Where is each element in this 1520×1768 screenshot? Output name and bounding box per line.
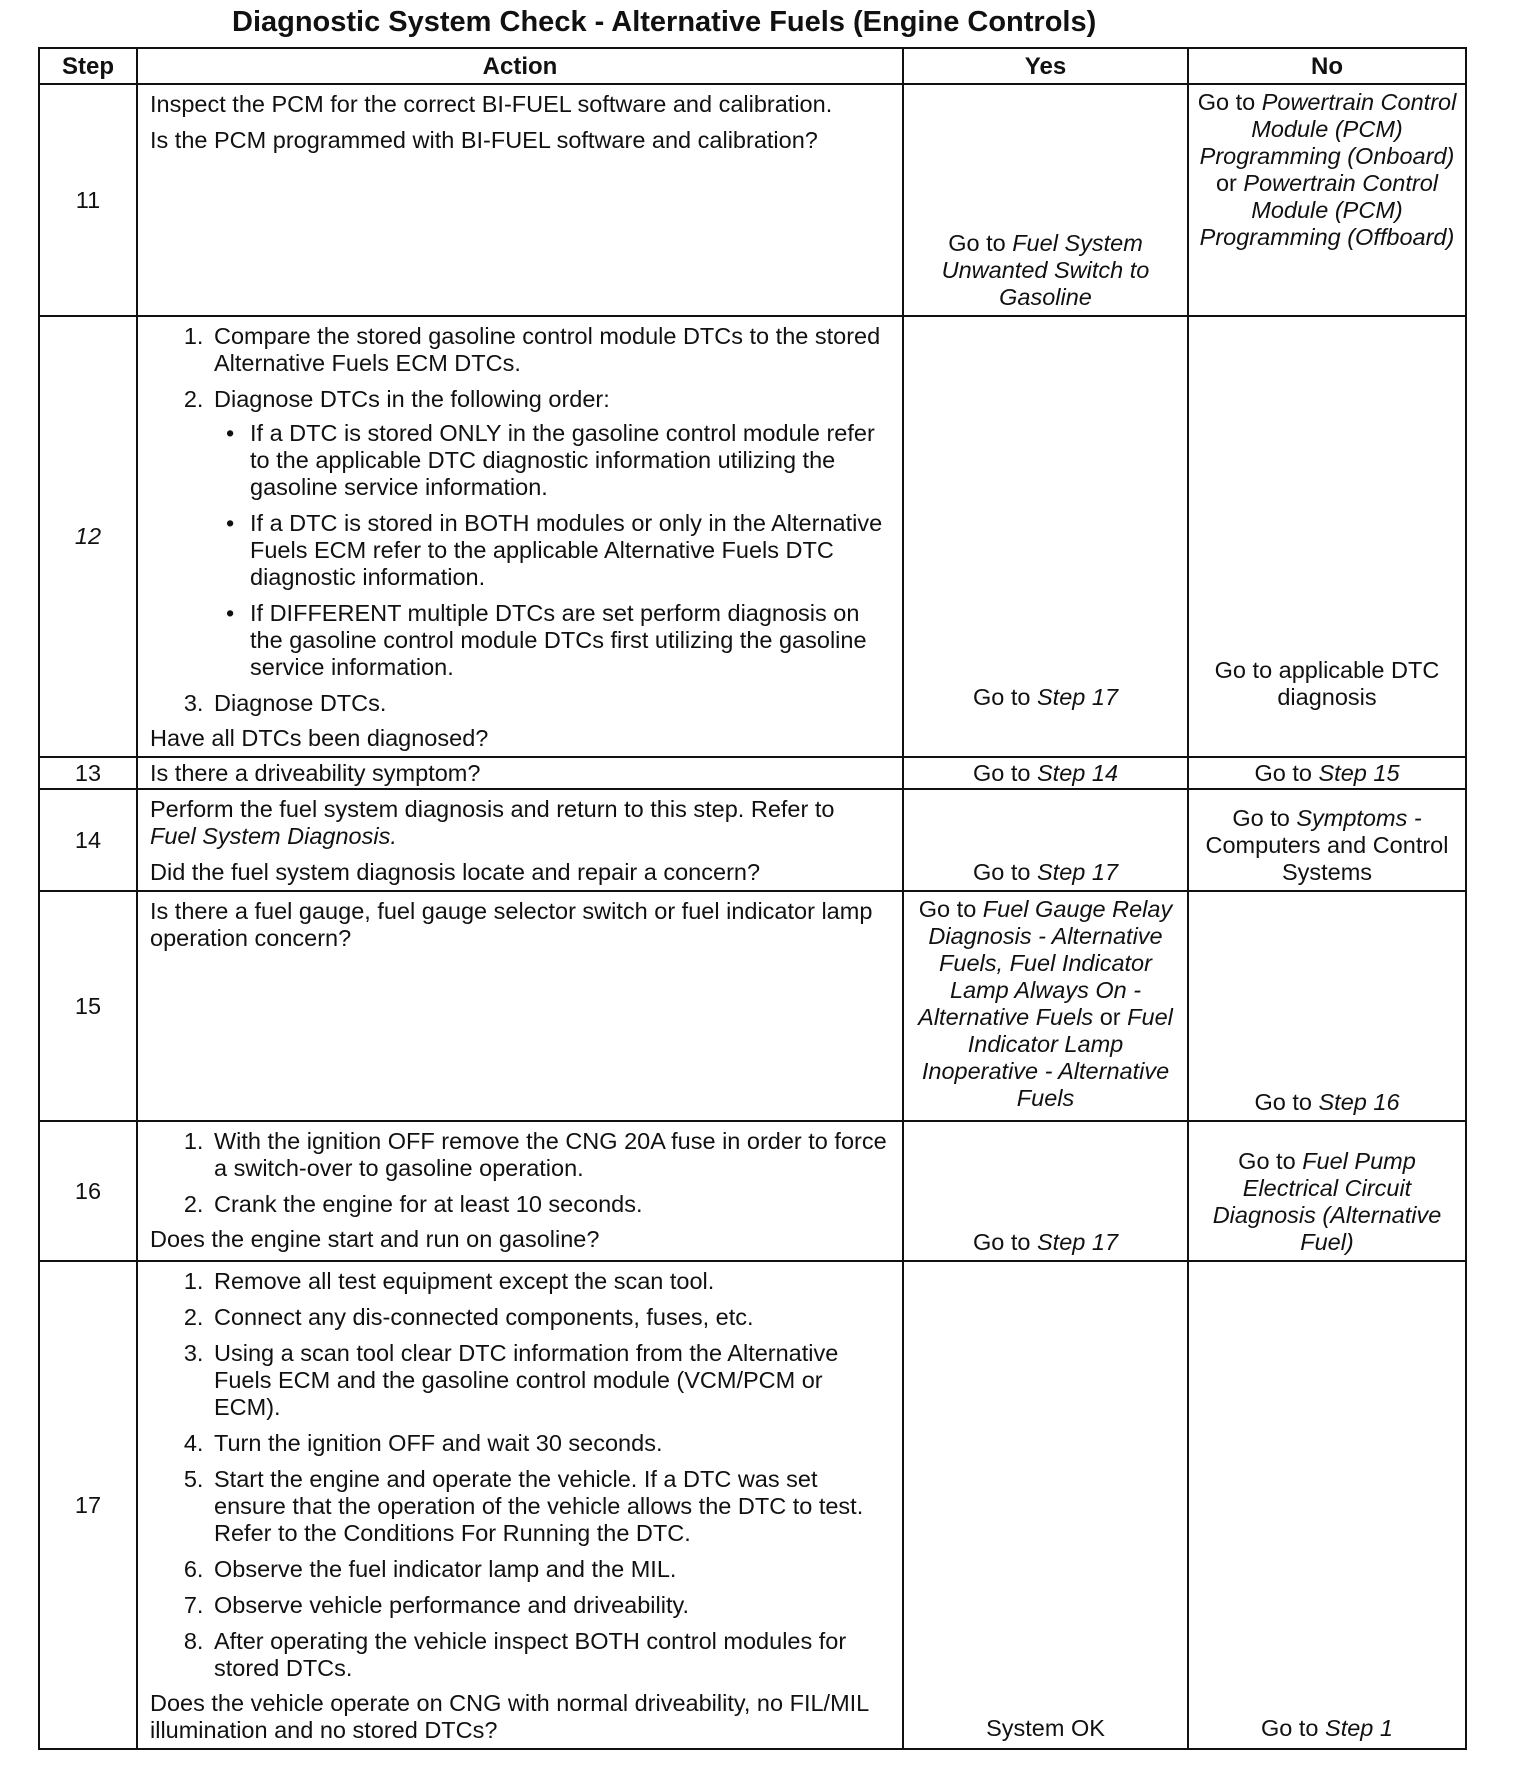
step-number: 17: [39, 1261, 137, 1749]
table-row-step-17: [39, 1261, 1466, 1749]
action-question: Is there a fuel gauge, fuel gauge selector switch or fuel indicator lamp operation concern?: [150, 898, 873, 951]
no-prefix: Go to: [1261, 1715, 1326, 1741]
action-step-item: 7. Observe vehicle performance and driveability.: [210, 1592, 892, 1619]
step-number: 15: [39, 891, 137, 1121]
action-cell: [137, 789, 903, 891]
action-step-item: 8. After operating the vehicle inspect BOTH control modules for stored DTCs.: [210, 1628, 892, 1682]
no-prefix: Go to: [1254, 1089, 1319, 1115]
yes-prefix: Go to: [918, 896, 983, 922]
no-cell: [1188, 316, 1466, 757]
table-row-step-16: [39, 1121, 1466, 1261]
action-bullet: • If DIFFERENT multiple DTCs are set perform diagnosis on the gasoline control module DTCs first utilizing the gasoline service information.: [250, 600, 892, 681]
step-number: 14: [39, 789, 137, 891]
action-text: [150, 796, 892, 850]
yes-cell: [903, 316, 1188, 757]
action-cell: [137, 757, 903, 789]
step-number: 12: [39, 316, 137, 757]
yes-text: System OK: [986, 1715, 1105, 1741]
no-text: Go to applicable DTC diagnosis: [1214, 657, 1440, 710]
table-row-step-13: [39, 757, 1466, 789]
action-link[interactable]: Fuel System Diagnosis.: [150, 823, 397, 849]
action-question: Did the fuel system diagnosis locate and repair a concern?: [150, 859, 761, 885]
no-link-offboard[interactable]: Powertrain Control Module (PCM) Programming (Offboard): [1199, 170, 1455, 250]
no-cell: [1188, 1121, 1466, 1261]
action-bullet: • If a DTC is stored ONLY in the gasoline control module refer to the applicable DTC diagnostic information utilizing the gasoline service information.: [250, 420, 892, 501]
table-header-row: [39, 48, 1466, 84]
yes-prefix: Go to: [948, 230, 1013, 256]
header-no: No: [1188, 48, 1466, 84]
action-step-item: 1. With the ignition OFF remove the CNG 20A fuse in order to force a switch-over to gasoline operation.: [210, 1128, 892, 1182]
yes-link-inoperative[interactable]: Fuel Indicator Lamp Inoperative - Alternative Fuels: [921, 1004, 1173, 1111]
action-steps: [150, 323, 892, 717]
action-step-item: 1. Compare the stored gasoline control module DTCs to the stored Alternative Fuels ECM DTCs.: [210, 323, 892, 377]
table-row-step-14: [39, 789, 1466, 891]
action-bullet: • If a DTC is stored in BOTH modules or only in the Alternative Fuels ECM refer to the applicable Alternative Fuels DTC diagnostic information.: [250, 510, 892, 591]
no-cell: [1188, 757, 1466, 789]
no-link[interactable]: Step 1: [1325, 1715, 1393, 1741]
no-link[interactable]: Fuel Pump Electrical Circuit Diagnosis (Alternative Fuel): [1212, 1148, 1442, 1255]
table-row-step-15: [39, 891, 1466, 1121]
no-link[interactable]: Symptoms -: [1296, 805, 1422, 831]
action-steps: [150, 1128, 892, 1218]
yes-or: or: [1093, 1004, 1128, 1030]
no-link-onboard[interactable]: Powertrain Control Module (PCM) Programming (Onboard): [1199, 89, 1457, 169]
action-cell: [137, 1261, 903, 1749]
no-link[interactable]: Step 16: [1318, 1089, 1400, 1115]
action-cell: [137, 84, 903, 316]
action-step-text: Diagnose DTCs in the following order:: [214, 386, 610, 412]
action-step-item: 1. Remove all test equipment except the scan tool.: [210, 1268, 892, 1295]
yes-link[interactable]: Step 17: [1037, 1229, 1119, 1255]
action-step-item: 2. Connect any dis-connected components, fuses, etc.: [210, 1304, 892, 1331]
action-step-item: 6. Observe the fuel indicator lamp and the MIL.: [210, 1556, 892, 1583]
action-step-item: 5. Start the engine and operate the vehicle. If a DTC was set ensure that the operation of the vehicle allows the DTC to test. Refer to the Conditions For Running the DTC.: [210, 1466, 892, 1547]
no-cell: [1188, 84, 1466, 316]
no-cell: [1188, 789, 1466, 891]
no-cell: [1188, 1261, 1466, 1749]
yes-cell: [903, 891, 1188, 1121]
action-cell: [137, 316, 903, 757]
action-question: Have all DTCs been diagnosed?: [150, 725, 489, 751]
header-action: Action: [137, 48, 903, 84]
action-bullets: [214, 420, 892, 681]
action-question: Does the vehicle operate on CNG with normal driveability, no FIL/MIL illumination and no stored DTCs?: [150, 1690, 869, 1743]
no-prefix: Go to: [1232, 805, 1297, 831]
no-prefix: Go to: [1238, 1148, 1303, 1174]
no-suffix: Computers and Control Systems: [1205, 832, 1449, 885]
step-number: 13: [39, 757, 137, 789]
table-row-step-12: [39, 316, 1466, 757]
no-or: or: [1215, 170, 1244, 196]
action-text: Inspect the PCM for the correct BI-FUEL software and calibration.: [150, 91, 833, 117]
yes-link-relay[interactable]: Fuel Gauge Relay Diagnosis - Alternative Fuels, Fuel Indicator Lamp Always On - Alternative Fuels: [918, 896, 1173, 1030]
yes-cell: [903, 84, 1188, 316]
action-cell: [137, 1121, 903, 1261]
yes-cell: [903, 757, 1188, 789]
header-step: Step: [39, 48, 137, 84]
page-title: Diagnostic System Check - Alternative Fuels (Engine Controls): [232, 6, 1097, 38]
yes-link[interactable]: Step 14: [1037, 760, 1119, 786]
header-yes: Yes: [903, 48, 1188, 84]
table-row-step-11: [39, 84, 1466, 316]
yes-prefix: Go to: [972, 684, 1037, 710]
no-prefix: Go to: [1197, 89, 1262, 115]
yes-cell: [903, 789, 1188, 891]
action-step-item: 3. Diagnose DTCs.: [210, 690, 892, 717]
yes-prefix: Go to: [972, 1229, 1037, 1255]
action-step-item: 4. Turn the ignition OFF and wait 30 seconds.: [210, 1430, 892, 1457]
yes-cell: [903, 1121, 1188, 1261]
yes-link[interactable]: Step 17: [1037, 859, 1119, 885]
yes-prefix: Go to: [972, 760, 1037, 786]
action-cell: [137, 891, 903, 1121]
action-step-item: 2. Crank the engine for at least 10 seconds.: [210, 1191, 892, 1218]
step-number: 16: [39, 1121, 137, 1261]
action-question: Does the engine start and run on gasoline?: [150, 1226, 600, 1252]
yes-prefix: Go to: [972, 859, 1037, 885]
action-steps: [150, 1268, 892, 1682]
action-step-item: [210, 386, 892, 681]
yes-link[interactable]: Step 17: [1037, 684, 1119, 710]
no-link[interactable]: Step 15: [1318, 760, 1400, 786]
step-number: 11: [39, 84, 137, 316]
diagnostic-table: [38, 47, 1467, 1750]
yes-cell: [903, 1261, 1188, 1749]
no-prefix: Go to: [1254, 760, 1319, 786]
action-question: Is the PCM programmed with BI-FUEL software and calibration?: [150, 127, 818, 153]
action-text-main: Perform the fuel system diagnosis and return to this step. Refer to: [150, 796, 835, 822]
no-cell: [1188, 891, 1466, 1121]
yes-link[interactable]: Fuel System Unwanted Switch to Gasoline: [941, 230, 1150, 310]
action-question: Is there a driveability symptom?: [150, 760, 481, 786]
action-step-item: 3. Using a scan tool clear DTC information from the Alternative Fuels ECM and the gasoline control module (VCM/PCM or ECM).: [210, 1340, 892, 1421]
